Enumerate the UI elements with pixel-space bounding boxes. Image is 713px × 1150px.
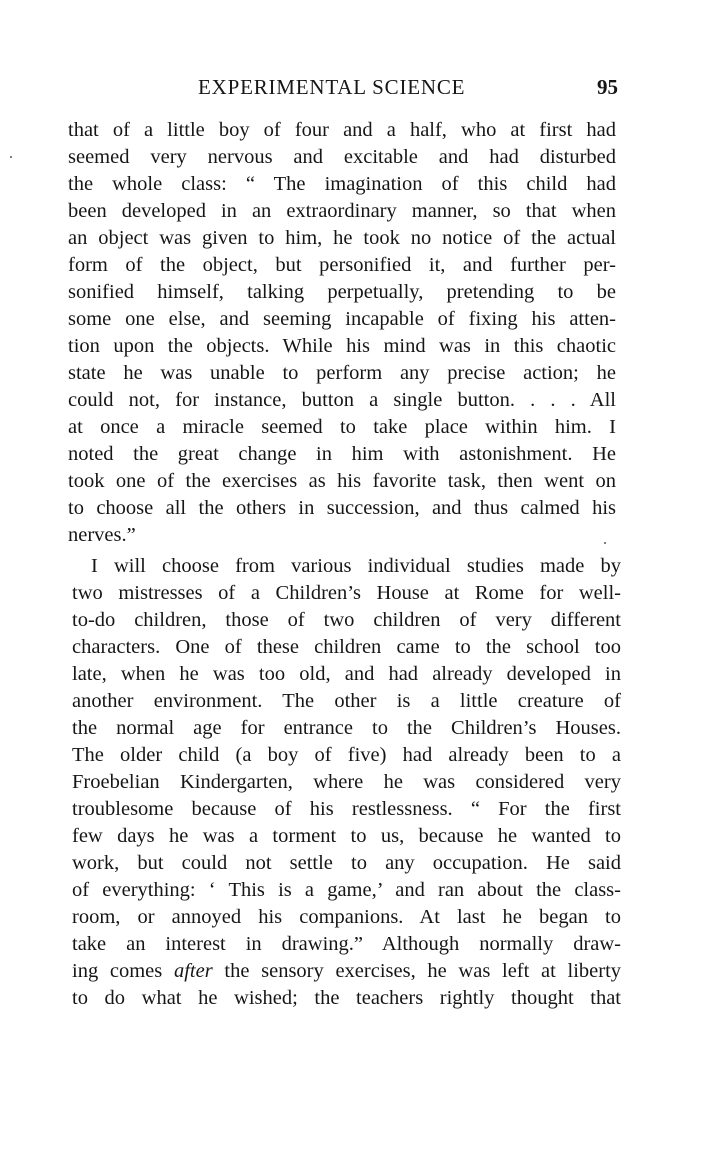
text-line: take an interest in drawing.” Although normally draw- — [72, 933, 621, 955]
text-line: another environment. The other is a little creature of — [72, 690, 621, 712]
text-line: state he was unable to perform any precise action; he — [68, 362, 616, 384]
text-line-with-italic — [72, 958, 621, 985]
text-line: at once a miracle seemed to take place within him. I — [68, 416, 616, 438]
text-line: took one of the exercises as his favorite task, then went on — [68, 470, 616, 492]
text-line: form of the object, but personified it, and further per- — [68, 254, 616, 276]
text-line: seemed very nervous and excitable and had disturbed — [68, 146, 616, 168]
text-line: of everything: ‘ This is a game,’ and ran about the class- — [72, 879, 621, 901]
running-head — [66, 72, 618, 102]
scan-speck — [604, 542, 606, 544]
text-line: The older child (a boy of five) had already been to a — [72, 744, 621, 766]
italic-emphasis: after — [173, 960, 213, 982]
text-line: characters. One of these children came to the school too — [72, 636, 621, 658]
text-line: noted the great change in him with astonishment. He — [68, 443, 616, 465]
text-line: sonified himself, talking perpetually, pretending to be — [68, 281, 616, 303]
text-segment: ing comes — [72, 960, 163, 982]
running-title: EXPERIMENTAL SCIENCE — [198, 75, 466, 99]
text-line: nerves.” — [68, 524, 136, 546]
text-line: that of a little boy of four and a half, who at first had — [68, 119, 616, 141]
paragraph-first-line: I will choose from various individual studies made by — [91, 555, 621, 577]
text-line: the whole class: “ The imagination of this child had — [68, 173, 616, 195]
text-line: room, or annoyed his companions. At last he began to — [72, 906, 621, 928]
text-line: Froebelian Kindergarten, where he was considered very — [72, 771, 621, 793]
text-line: some one else, and seeming incapable of fixing his atten- — [68, 308, 616, 330]
text-segment: the sensory exercises, he was left at liberty — [224, 960, 622, 982]
text-line: to-do children, those of two children of very different — [72, 609, 621, 631]
text-line: troublesome because of his restlessness. “ For the first — [72, 798, 621, 820]
text-line: few days he was a torment to us, because he wanted to — [72, 825, 621, 847]
text-line: an object was given to him, he took no notice of the actual — [68, 227, 616, 249]
text-line: the normal age for entrance to the Children’s Houses. — [72, 717, 621, 739]
text-line: tion upon the objects. While his mind was in this chaotic — [68, 335, 616, 357]
text-line: to choose all the others in succession, and thus calmed his — [68, 497, 616, 519]
scan-speck — [10, 156, 12, 158]
text-line: to do what he wished; the teachers rightly thought that — [72, 987, 621, 1009]
text-line: been developed in an extraordinary manner, so that when — [68, 200, 616, 222]
text-line: two mistresses of a Children’s House at Rome for well- — [72, 582, 621, 604]
text-line: work, but could not settle to any occupation. He said — [72, 852, 621, 874]
page-number: 95 — [597, 75, 618, 99]
text-line: could not, for instance, button a single button. . . . All — [68, 389, 616, 411]
text-line: late, when he was too old, and had already developed in — [72, 663, 621, 685]
